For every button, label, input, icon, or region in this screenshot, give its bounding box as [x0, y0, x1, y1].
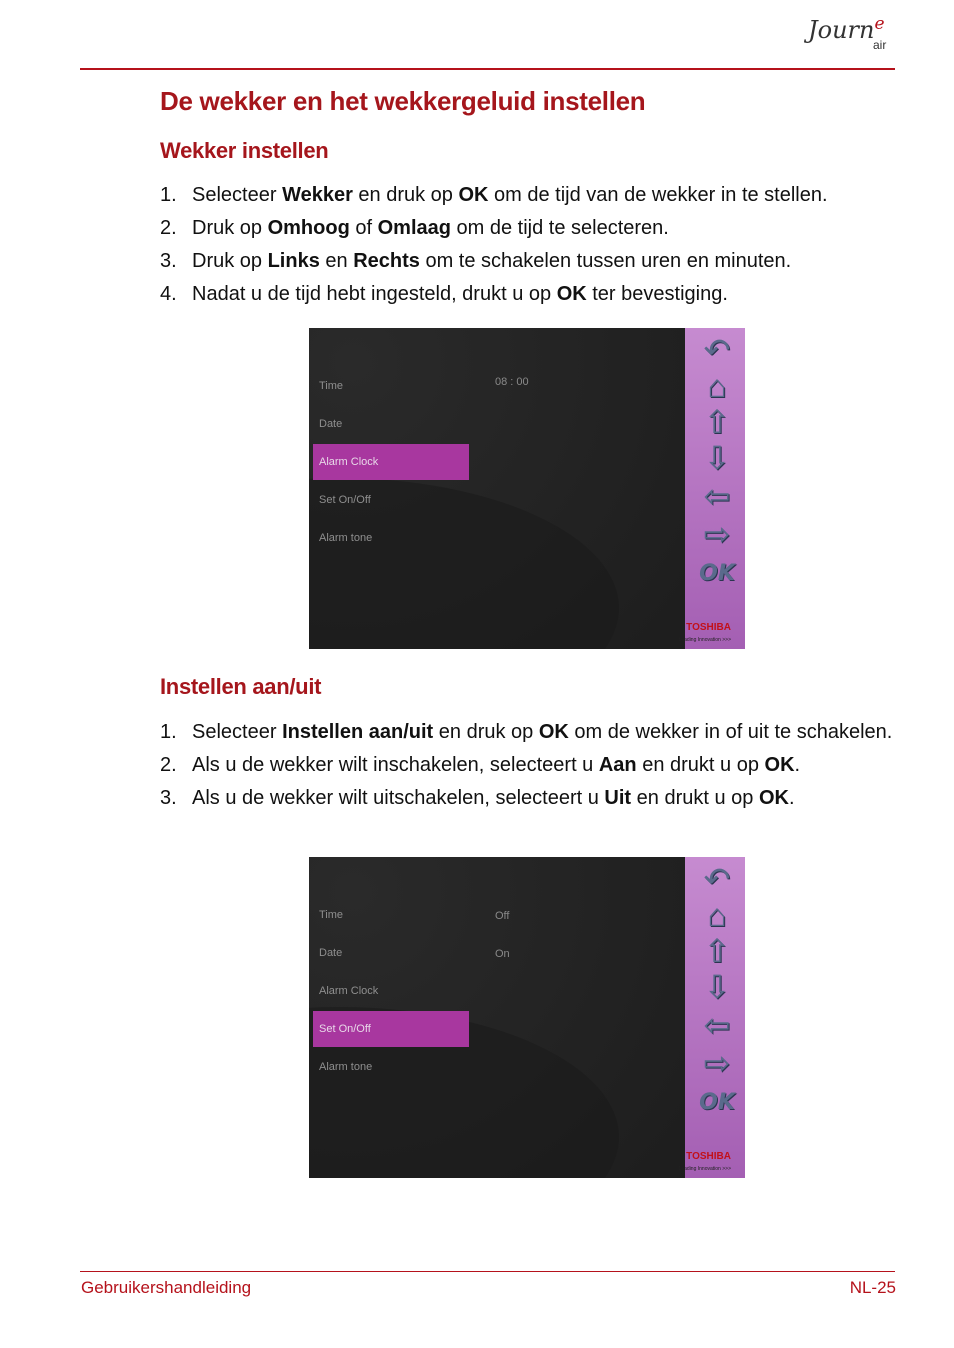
list-number: 2.	[160, 754, 177, 776]
step-text: om de wekker in of uit te schakelen.	[568, 721, 893, 743]
bold-term: OK	[556, 283, 587, 305]
right-arrow-icon[interactable]: ⇨	[703, 516, 731, 552]
step-text: Selecteer	[192, 184, 283, 206]
bold-term: OK	[758, 787, 789, 809]
section-heading-aan-uit: Instellen aan/uit	[160, 674, 322, 699]
list-item	[160, 183, 900, 208]
footer-rule	[80, 1271, 895, 1272]
toshiba-tagline: Leading Innovation >>>	[678, 1166, 731, 1172]
step-text: om de tijd te selecteren.	[450, 217, 669, 239]
bold-term: Omhoog	[267, 217, 350, 239]
bold-term: Uit	[604, 787, 632, 809]
journe-air-logo	[808, 14, 898, 64]
step-text: om te schakelen tussen uren en minuten.	[419, 250, 792, 272]
list-item	[160, 249, 900, 274]
step-text: Als u de wekker wilt inschakelen, selecteert u	[192, 754, 599, 776]
step-text: ter bevestiging.	[586, 283, 728, 305]
header-rule	[80, 68, 895, 70]
bold-term: Omlaag	[377, 217, 451, 239]
bold-term: OK	[764, 754, 795, 776]
bold-term: Links	[267, 250, 320, 272]
list-item	[160, 753, 900, 778]
page-number: NL-25	[849, 1278, 896, 1297]
footer-manual-title: Gebruikershandleiding	[81, 1278, 252, 1297]
left-arrow-icon[interactable]: ⇦	[703, 1007, 731, 1043]
section-heading-wekker: Wekker instellen	[160, 138, 329, 163]
step-text: Nadat u de tijd hebt ingesteld, drukt u op	[192, 283, 557, 305]
menu-item[interactable]: Alarm Clock	[319, 985, 379, 997]
menu-item[interactable]: Date	[319, 947, 343, 959]
list-item	[160, 720, 900, 745]
step-text: Druk op	[192, 250, 268, 272]
list-number: 1.	[160, 184, 177, 206]
bold-term: Wekker	[282, 184, 353, 206]
step-text: en	[319, 250, 354, 272]
menu-item[interactable]: Alarm tone	[319, 532, 373, 544]
step-text: .	[794, 754, 801, 776]
home-icon[interactable]: ⌂	[707, 897, 727, 933]
menu-item[interactable]: Set On/Off	[313, 1011, 469, 1047]
step-text: en drukt u op	[636, 754, 765, 776]
list-number: 2.	[160, 217, 177, 239]
step-text: of	[349, 217, 378, 239]
toshiba-brand: TOSHIBA	[686, 622, 731, 633]
time-value: 08 : 00	[495, 376, 529, 388]
back-arrow-icon[interactable]: ↶	[703, 861, 731, 897]
steps-list-aan-uit	[160, 720, 900, 819]
home-icon[interactable]: ⌂	[707, 368, 727, 404]
toshiba-brand: TOSHIBA	[686, 1151, 731, 1162]
menu-item[interactable]: Set On/Off	[319, 494, 371, 506]
menu-item[interactable]: Date	[319, 418, 343, 430]
list-number: 3.	[160, 787, 177, 809]
steps-list-wekker	[160, 183, 900, 315]
menu-item[interactable]: Alarm Clock	[313, 444, 469, 480]
logo-sub: air	[873, 38, 887, 52]
bold-term: Instellen aan/uit	[282, 721, 434, 743]
list-item	[160, 282, 900, 307]
down-arrow-icon[interactable]: ⇩	[703, 969, 731, 1005]
list-item	[160, 216, 900, 241]
up-arrow-icon[interactable]: ⇧	[703, 933, 731, 969]
bold-term: OK	[538, 721, 569, 743]
menu-item[interactable]: Alarm tone	[319, 1061, 373, 1073]
list-number: 1.	[160, 721, 177, 743]
screenshot-alarm-clock	[309, 328, 745, 649]
step-text: en drukt u op	[631, 787, 759, 809]
step-text: en druk op	[352, 184, 459, 206]
down-arrow-icon[interactable]: ⇩	[703, 440, 731, 476]
option-on: On	[495, 948, 510, 960]
toshiba-tagline: Leading Innovation >>>	[678, 637, 731, 643]
list-number: 4.	[160, 283, 177, 305]
bold-term: Aan	[598, 754, 637, 776]
up-arrow-icon[interactable]: ⇧	[703, 404, 731, 440]
list-item	[160, 786, 900, 811]
bold-term: OK	[458, 184, 489, 206]
right-arrow-icon[interactable]: ⇨	[703, 1045, 731, 1081]
menu-item[interactable]: Time	[319, 909, 344, 921]
screenshot-set-on-off	[309, 857, 745, 1178]
step-text: Als u de wekker wilt uitschakelen, selecteert u	[192, 787, 605, 809]
ok-icon[interactable]: OK	[699, 1090, 735, 1115]
menu-item[interactable]: Time	[319, 380, 344, 392]
step-text: .	[788, 787, 795, 809]
page-title: De wekker en het wekkergeluid instellen	[160, 86, 646, 116]
left-arrow-icon[interactable]: ⇦	[703, 478, 731, 514]
list-number: 3.	[160, 250, 177, 272]
logo-script: Journ$^e$	[808, 14, 885, 44]
back-arrow-icon[interactable]: ↶	[703, 332, 731, 368]
option-off: Off	[495, 910, 510, 922]
bold-term: Rechts	[353, 250, 420, 272]
ok-icon[interactable]: OK	[699, 561, 735, 586]
step-text: Druk op	[192, 217, 268, 239]
step-text: en druk op	[433, 721, 539, 743]
step-text: om de tijd van de wekker in te stellen.	[488, 184, 828, 206]
step-text: Selecteer	[192, 721, 283, 743]
